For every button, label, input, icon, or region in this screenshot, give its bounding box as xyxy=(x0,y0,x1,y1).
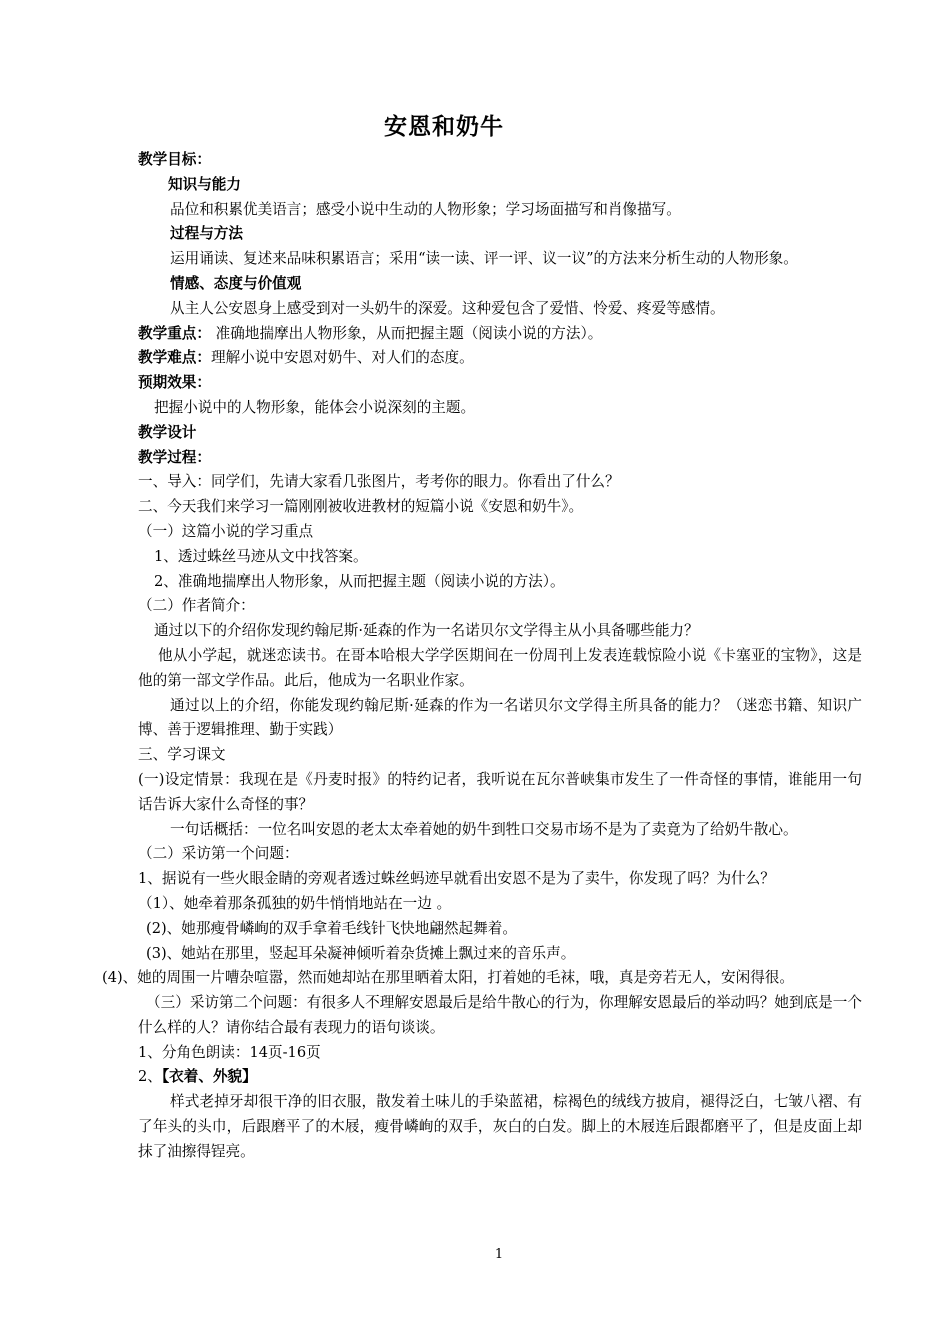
question-1: 1、据说有一些火眼金睛的旁观者透过蛛丝蚂迹早就看出安恩不是为了卖牛，你发现了吗？为什么？ xyxy=(138,870,775,888)
difficulty-label: 教学难点： xyxy=(138,349,211,367)
process-method-heading: 过程与方法 xyxy=(170,225,243,243)
emotion-heading: 情感、态度与价值观 xyxy=(170,274,302,292)
knowledge-heading: 知识与能力 xyxy=(168,175,241,193)
role-reading: 1、分角色朗读：14页-16页 xyxy=(138,1043,321,1061)
appearance-prefix: 2、 xyxy=(138,1068,162,1086)
one-sentence-summary: 一句话概括：一位名叫安恩的老太太牵着她的奶牛到牲口交易市场不是为了卖竟为了给奶牛散心。 xyxy=(170,820,798,838)
step-today: 二、今天我们来学习一篇刚刚被收进教材的短篇小说《安恩和奶牛》。 xyxy=(138,498,584,516)
teaching-process-label: 教学过程： xyxy=(138,448,211,466)
key-point-text: 准确地揣摩出人物形象，从而把握主题（阅读小说的方法）。 xyxy=(210,324,603,342)
appearance-text: 样式老掉牙却很干净的旧衣服，散发着土味儿的手染蓝裙，棕褐色的绒线方披肩，褪得泛白，七皱八褶、有了年头的头巾，后跟磨平了的木屐，瘦骨嶙峋的双手，灰白的白发。脚上的木屐连后跟都磨平了，但是皮面上却抹了油擦得锃亮。 xyxy=(138,1093,862,1160)
section-scenario: (一)设定情景：我现在是《丹麦时报》的特约记者，我听说在瓦尔普峡集市发生了一件奇怪的事情，谁能用一句话告诉大家什么奇怪的事？ xyxy=(138,770,862,813)
page-number: 1 xyxy=(494,1247,504,1262)
design-label: 教学设计 xyxy=(138,423,197,441)
question-1-item-4: (4)、她的周围一片嘈杂喧嚣，然而她却站在那里晒着太阳，打着她的毛袜，哦，真是旁若无人，安闲得很。 xyxy=(102,969,794,987)
question-1-item-2: (2)、她那瘦骨嶙峋的双手拿着毛线针飞快地翩然起舞着。 xyxy=(146,919,517,937)
author-bio: 他从小学起，就迷恋读书。在哥本哈根大学学医期间在一份周刊上发表连载惊险小说《卡塞亚的宝物》，这是他的第一部文学作品。此后，他成为一名职业作家。 xyxy=(138,646,862,689)
emotion-text: 从主人公安恩身上感受到对一头奶牛的深爱。这种爱包含了爱惜、怜爱、疼爱等感情。 xyxy=(170,299,725,317)
effect-label: 预期效果： xyxy=(138,374,211,392)
author-answer: 通过以上的介绍，你能发现约翰尼斯·延森的作为一名诺贝尔文学得主所具备的能力？（迷恋书籍、知识广博、善于逻辑推理、勤于实践） xyxy=(138,696,862,739)
difficulty-line xyxy=(138,346,862,371)
effect-text: 把握小说中的人物形象，能体会小说深刻的主题。 xyxy=(154,398,476,416)
step-intro: 一、导入：同学们，先请大家看几张图片，考考你的眼力。你看出了什么？ xyxy=(138,473,620,491)
section-interview-2: （三）采访第二个问题：有很多人不理解安恩最后是给牛散心的行为，你理解安恩最后的举动吗？她到底是一个什么样的人？请你结合最有表现力的语句谈谈。 xyxy=(138,994,862,1036)
key-point-label: 教学重点： xyxy=(138,324,211,342)
process-method-text: 运用诵读、复述来品味积累语言；采用“读一读、评一评、议一议”的方法来分析生动的人物形象。 xyxy=(170,250,798,268)
goal-label: 教学目标： xyxy=(138,151,211,168)
section-study-focus: （一）这篇小说的学习重点 xyxy=(138,522,314,540)
key-point-line xyxy=(138,322,862,347)
study-focus-1: 1、透过蛛丝马迹从文中找答案。 xyxy=(154,547,368,565)
question-1-item-3: (3)、她站在那里，竖起耳朵凝神倾听着杂货摊上飘过来的音乐声。 xyxy=(146,944,576,962)
appearance-heading: 【衣着、外貌】 xyxy=(161,1068,257,1086)
difficulty-text: 理解小说中安恩对奶牛、对人们的态度。 xyxy=(210,349,474,367)
step-study-text: 三、学习课文 xyxy=(138,746,226,764)
knowledge-text: 品位和积累优美语言；感受小说中生动的人物形象；学习场面描写和肖像描写。 xyxy=(170,200,681,218)
page-title: 安恩和奶牛 xyxy=(384,114,504,140)
author-question: 通过以下的介绍你发现约翰尼斯·延森的作为一名诺贝尔文学得主从小具备哪些能力？ xyxy=(154,622,699,640)
question-1-item-1: （1）、她牵着那条孤独的奶牛悄悄地站在一边 。 xyxy=(138,894,452,912)
study-focus-2: 2、准确地揣摩出人物形象，从而把握主题（阅读小说的方法）。 xyxy=(154,572,565,590)
section-interview-1: （二）采访第一个问题： xyxy=(138,845,299,863)
appearance-line xyxy=(138,1065,862,1090)
section-author: （二）作者简介： xyxy=(138,597,255,615)
document-body xyxy=(102,148,862,1165)
